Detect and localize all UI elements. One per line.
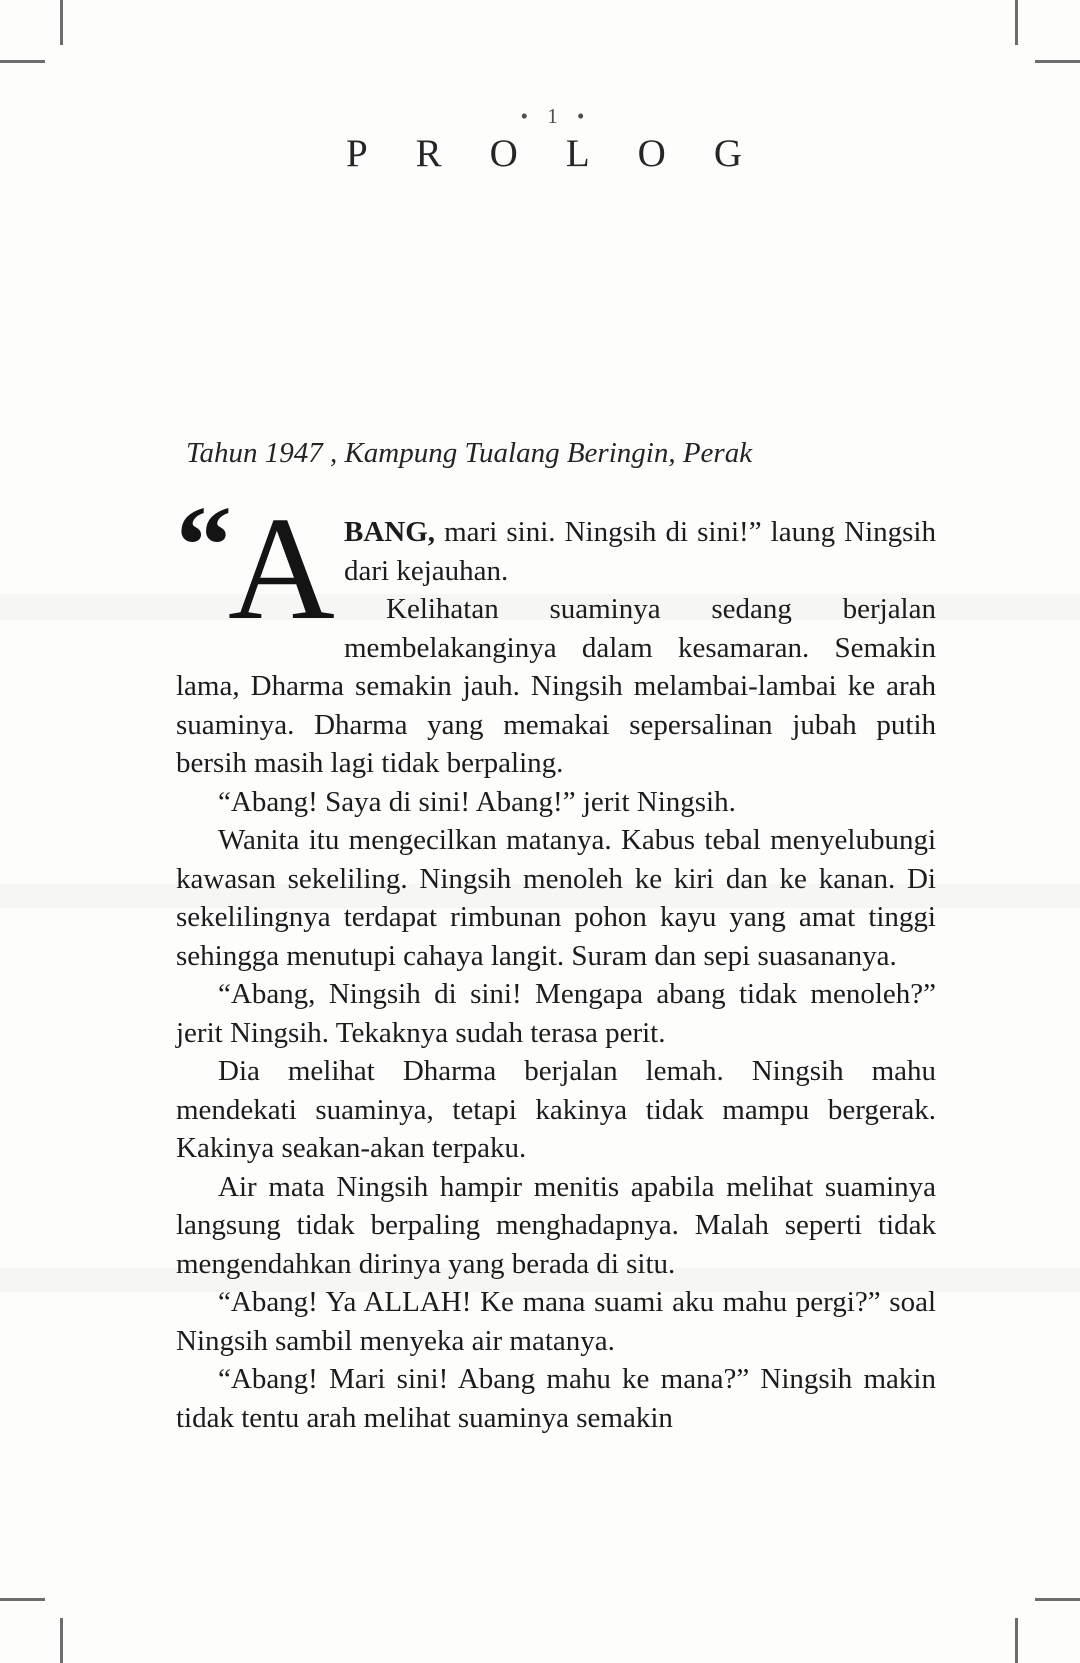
lead-paragraph-text: mari sini. Ningsih di sini!” laung Ningsih dari kejauhan. xyxy=(344,516,936,587)
crop-mark-top-left-horizontal xyxy=(0,60,45,63)
paragraph: Dia melihat Dharma berjalan lemah. Ningsih mahu mendekati suaminya, tetapi kakinya tidak mampu bergerak. Kakinya seakan-akan terpaku. xyxy=(176,1055,936,1164)
body-text xyxy=(176,484,936,1437)
dateline: Tahun 1947 , Kampung Tualang Beringin, Perak xyxy=(186,437,753,469)
crop-mark-bottom-left-horizontal xyxy=(0,1598,45,1601)
open-quote-mark: “ xyxy=(176,484,226,608)
crop-mark-bottom-left-vertical xyxy=(60,1618,63,1663)
paragraph: “Abang! Ya ALLAH! Ke mana suami aku mahu pergi?” soal Ningsih sambil menyeka air matanya. xyxy=(176,1286,936,1357)
paragraph-container xyxy=(176,590,936,1437)
dropcap-letter: A xyxy=(228,487,335,651)
paragraph: Air mata Ningsih hampir menitis apabila melihat suaminya langsung tidak berpaling menghadapnya. Malah seperti tidak mengendahkan dirinya yang berada di situ. xyxy=(176,1170,936,1280)
paragraph: Kelihatan suaminya sedang berjalan membelakanginya dalam kesamaran. Semakin lama, Dharma semakin jauh. Ningsih melambai-lambai ke arah suaminya. Dharma yang memakai sepersalinan jubah putih bersih masih lagi tidak berpaling. xyxy=(176,593,936,779)
paragraph: “Abang, Ningsih di sini! Mengapa abang tidak menoleh?” jerit Ningsih. Tekaknya sudah terasa perit. xyxy=(176,978,936,1049)
crop-mark-top-right-horizontal xyxy=(1035,60,1080,63)
lead-bold-text: BANG, xyxy=(344,516,436,548)
crop-mark-bottom-right-vertical xyxy=(1015,1618,1018,1663)
crop-mark-bottom-right-horizontal xyxy=(1035,1598,1080,1601)
paragraph: “Abang! Saya di sini! Abang!” jerit Ningsih. xyxy=(218,785,736,818)
crop-mark-top-left-vertical xyxy=(60,0,63,45)
paragraph: “Abang! Mari sini! Abang mahu ke mana?” Ningsih makin tidak tentu arah melihat suaminya semakin xyxy=(176,1363,936,1434)
page-number: • 1 • xyxy=(520,104,592,128)
crop-mark-top-right-vertical xyxy=(1015,0,1018,45)
dropcap xyxy=(176,484,335,651)
paragraph: Wanita itu mengecilkan matanya. Kabus tebal menyelubungi kawasan sekeliling. Ningsih menoleh ke kiri dan ke kanan. Di sekelilingnya terdapat rimbunan pohon kayu yang amat tinggi sehingga menutupi cahaya langit. Suram dan sepi suasananya. xyxy=(176,824,936,972)
lead-paragraph xyxy=(176,484,936,651)
chapter-title: PROLOG xyxy=(345,132,791,175)
